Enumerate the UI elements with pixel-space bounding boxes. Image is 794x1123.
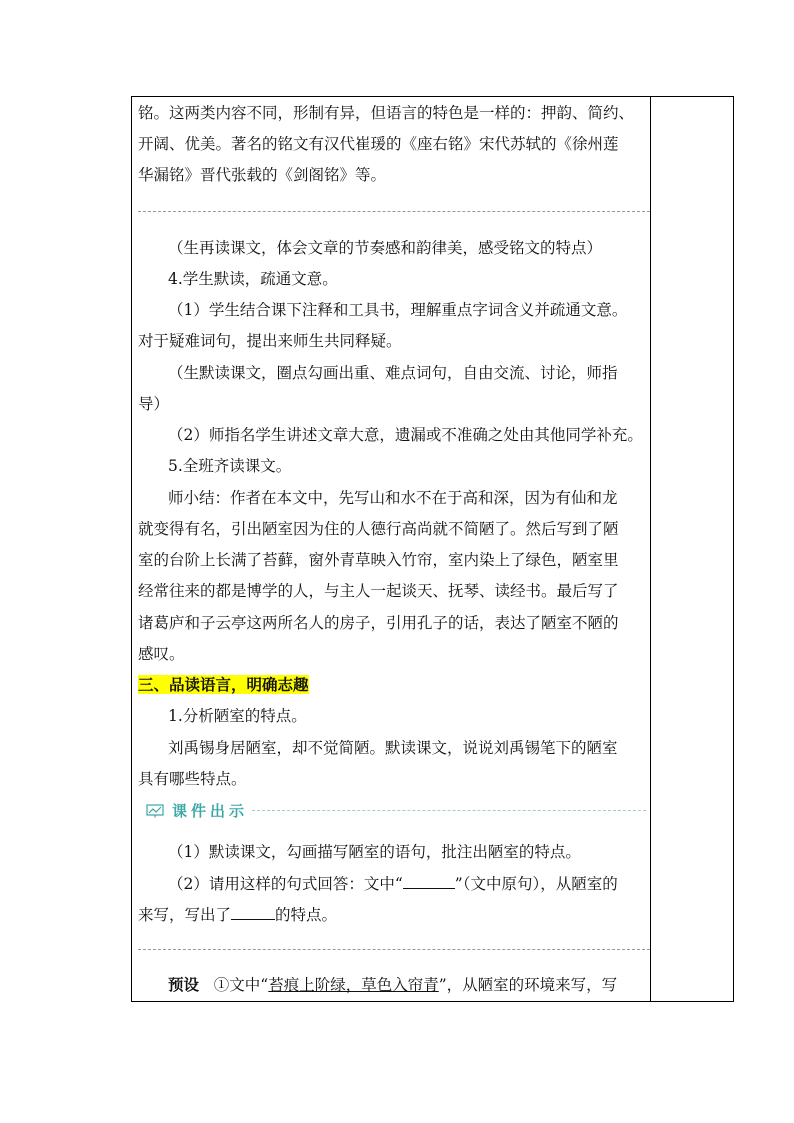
text-line bbox=[168, 975, 617, 995]
column-divider bbox=[650, 97, 651, 1001]
text-line: 华漏铭》晋代张载的《剑阁铭》等。 bbox=[138, 166, 387, 184]
text-line: 1.分析陋室的特点。 bbox=[168, 707, 307, 725]
text-line: 4.学生默读，疏通文意。 bbox=[168, 270, 338, 288]
text-segment: ①文中“ bbox=[213, 976, 269, 994]
courseware-banner bbox=[146, 800, 646, 821]
presentation-icon bbox=[146, 804, 164, 818]
text-line: 就变得有名，引出陋室因为住的人德行高尚就不简陋了。然后写到了陋 bbox=[138, 520, 619, 538]
text-segment: （2）请用这样的句式回答：文中“ bbox=[168, 875, 403, 893]
fill-blank bbox=[231, 905, 275, 920]
courseware-rule bbox=[252, 810, 646, 811]
section-heading-text: 三、品读语言，明确志趣 bbox=[138, 675, 309, 694]
text-line: （1）学生结合课下注释和工具书，理解重点字词含义并疏通文意。 bbox=[168, 301, 628, 319]
text-line: （2）师指名学生讲述文章大意，遗漏或不准确之处由其他同学补充。 bbox=[168, 426, 643, 444]
dashed-divider bbox=[138, 949, 650, 950]
text-line: 经常往来的都是博学的人，与主人一起谈天、抚琴、读经书。最后写了 bbox=[138, 582, 619, 600]
text-line: 刘禹锡身居陋室，却不觉简陋。默读课文，说说刘禹锡笔下的陋室 bbox=[168, 739, 618, 757]
text-line: 具有哪些特点。 bbox=[138, 770, 247, 788]
text-line: 铭。这两类内容不同，形制有异，但语言的特色是一样的：押韵、简约、 bbox=[138, 104, 635, 122]
text-line: 5.全班齐读课文。 bbox=[168, 457, 292, 475]
text-line: 室的台阶上长满了苔藓，窗外青草映入竹帘，室内染上了绿色，陋室里 bbox=[138, 551, 619, 569]
text-line bbox=[138, 905, 337, 925]
text-segment: 的特点。 bbox=[275, 906, 338, 924]
text-line: （生再读课文，体会文章的节奏感和韵律美，感受铭文的特点） bbox=[168, 239, 603, 257]
text-segment: 来写，写出了 bbox=[138, 906, 232, 924]
text-line: （生默读课文，圈点勾画出重、难点词句，自由交流、讨论，师指 bbox=[168, 364, 618, 382]
fill-blank bbox=[403, 874, 455, 889]
text-line: 感叹。 bbox=[138, 645, 185, 663]
text-line: （1）默读课文，勾画描写陋室的语句，批注出陋室的特点。 bbox=[168, 843, 581, 861]
text-segment: ”，从陋室的环境来写，写 bbox=[438, 976, 618, 994]
preset-label: 预设 bbox=[168, 975, 200, 994]
text-line: 开阔、优美。著名的铭文有汉代崔瑗的《座右铭》宋代苏轼的《徐州莲 bbox=[138, 135, 619, 153]
section-heading bbox=[138, 675, 309, 695]
lesson-table bbox=[131, 96, 734, 1002]
text-line bbox=[168, 874, 618, 894]
dashed-divider bbox=[138, 211, 650, 212]
text-line: 对于疑难词句，提出来师生共同释疑。 bbox=[138, 332, 402, 350]
text-line: 诸葛庐和子云亭这两所名人的房子，引用孔子的话，表达了陋室不陋的 bbox=[138, 614, 619, 632]
text-line: 师小结：作者在本文中，先写山和水不在于高和深，因为有仙和龙 bbox=[168, 489, 618, 507]
quoted-sentence: 苔痕上阶绿，草色入帘青 bbox=[268, 976, 439, 994]
text-segment: ”（文中原句），从陋室的 bbox=[454, 875, 618, 893]
text-line: 导） bbox=[138, 395, 170, 413]
courseware-label: 课件出示 bbox=[172, 802, 249, 820]
